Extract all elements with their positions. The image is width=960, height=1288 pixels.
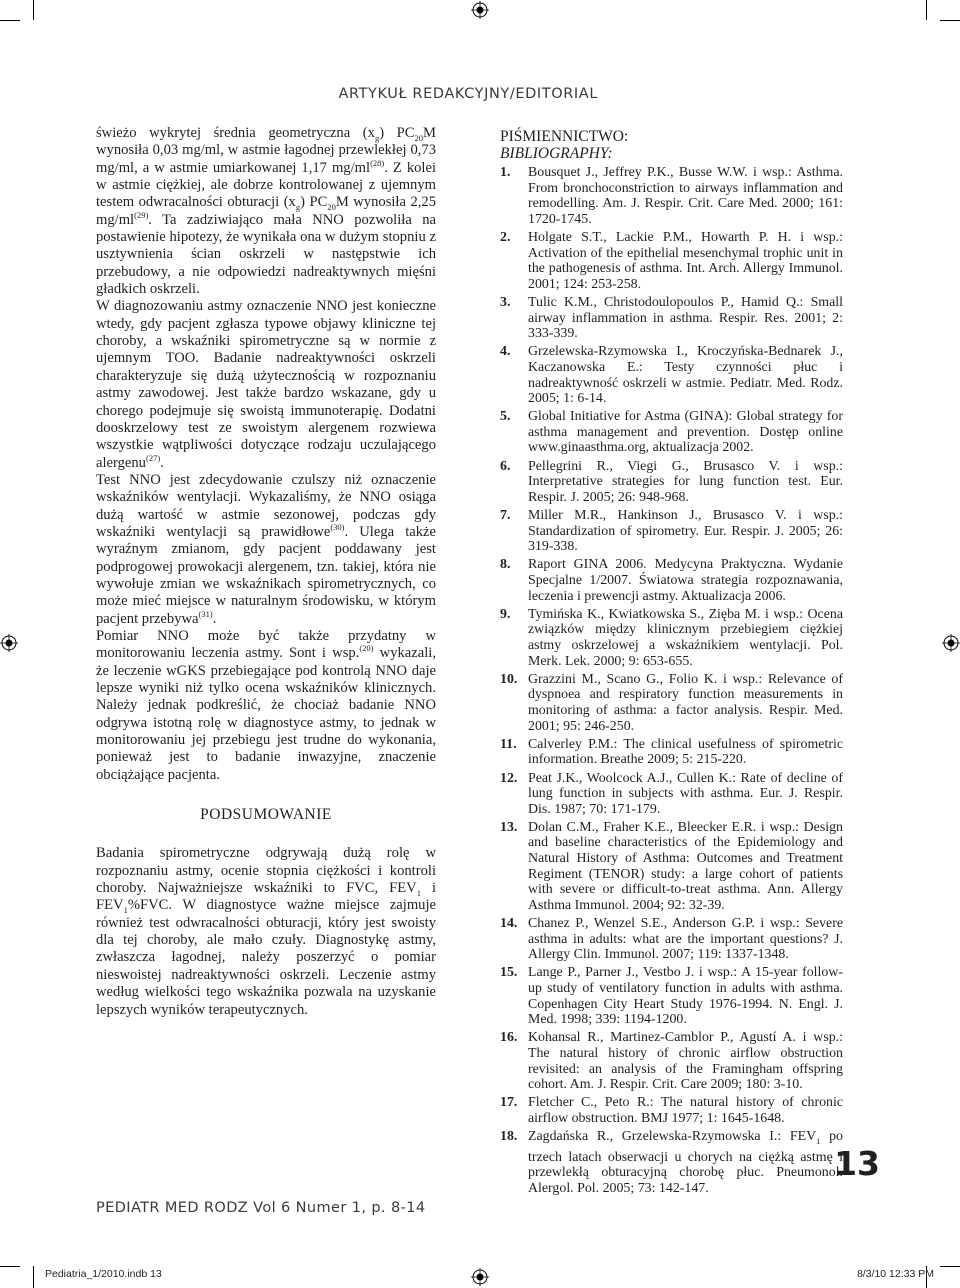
- reference-item: [500, 295, 843, 342]
- registration-mark-bottom-icon: [471, 1268, 489, 1286]
- text-run: Pomiar NNO może być także przydatny w monitorowaniu leczenia astmy. Sont i wsp.: [96, 627, 436, 662]
- citation-superscript: (29): [134, 209, 149, 220]
- paragraph: [96, 125, 436, 298]
- reference-text: Holgate S.T., Lackie P.M., Howarth P. H. i wsp.: Activation of the epithelial mesenchymal trophic unit in the pathogenesis of asthma. Int. Arch. Allergy Immunol. 2001; 124: 253-258.: [528, 229, 843, 292]
- reference-number: 2.: [500, 229, 511, 245]
- reference-item: [500, 230, 843, 292]
- reference-item: [500, 165, 843, 227]
- reference-item: [500, 1030, 843, 1092]
- text-run: po trzech latach obserwacji u chorych na ciężką astmę i przewlekłą obturacyjną chorobę płuc. Pneumonol. Alergol. Pol. 2005; 73: 142-147.: [528, 1129, 843, 1196]
- reference-item: [500, 672, 843, 734]
- text-run: ) PC: [300, 194, 328, 211]
- reference-item: [500, 737, 843, 768]
- subscript: 20: [327, 202, 336, 213]
- reference-item: [500, 344, 843, 406]
- reference-text: Bousquet J., Jeffrey P.K., Busse W.W. i wsp.: Asthma. From bronchoconstriction to airways inflammation and remodelling. Am. J. Respir. Crit. Care Med. 2000; 161: 1720-1745.: [528, 165, 843, 227]
- text-run: .: [212, 610, 217, 627]
- reference-number: 5.: [500, 409, 511, 425]
- crop-mark-bottom-left-h: [0, 1266, 20, 1267]
- citation-superscript: (28): [370, 157, 385, 168]
- crop-mark-top-right-h: [940, 20, 960, 21]
- reference-number: 12.: [500, 770, 518, 786]
- paragraph: [96, 845, 436, 1018]
- text-run: ) PC: [379, 125, 415, 141]
- reference-text: Lange P., Parner J., Vestbo J. i wsp.: A 15-year follow-up study of ventilatory function in adults with asthma. Copenhagen City Heart Study 1976-1994. N. Engl. J. Med. 1998; 339: 1194-1200.: [528, 965, 843, 1028]
- text-run: . Ulega także wyraźnym zmianom, gdy pacjent poddawany jest podprogowej prowokacji alergenem, tzn. takiej, która nie wywołuje zmian we wskaźnikach spirometrycznych, co może mieć miejsce w naturalnym środowisku, w którym pacjent przebywa: [96, 523, 437, 627]
- reference-text: Fletcher C., Peto R.: The natural history of chronic airflow obstruction. BMJ 1977; 1: 1645-1648.: [528, 1095, 843, 1126]
- text-run: M wynosiła 0,03 mg/ml, w astmie łagodnej przewlekłej 0,73 mg/ml, a w astmie umiarkowanej 1,17 mg/ml: [96, 125, 436, 176]
- citation-superscript: (31): [198, 608, 213, 619]
- reference-text: Tulic K.M., Christodoulopoulos P., Hamid Q.: Small airway inflammation in asthma. Respir. Res. 2001; 2: 333-339.: [528, 294, 843, 342]
- reference-text: Raport GINA 2006. Medycyna Praktyczna. Wydanie Specjalne 1/2007. Światowa strategia rozpoznawania, leczenia i prewencji astmy. Aktualizacja 2006.: [528, 557, 843, 604]
- subscript: 1: [816, 1135, 821, 1146]
- reference-number: 10.: [500, 671, 518, 687]
- reference-text: Peat J.K., Woolcock A.J., Cullen K.: Rate of decline of lung function in subjects with asthma. Eur. J. Respir. Dis. 1987; 70: 171-179.: [528, 770, 843, 817]
- reference-number: 11.: [500, 736, 517, 752]
- reference-text: Global Initiative for Astma (GINA): Global strategy for asthma management and prevention. Dostęp online www.ginaasthma.org, aktualizacja 2002.: [528, 409, 843, 456]
- reference-number: 18.: [500, 1129, 518, 1145]
- reference-list: [500, 165, 843, 1196]
- print-slug-file: Pediatria_1/2010.indb 13: [45, 1268, 162, 1280]
- journal-citation-footer: PEDIATR MED RODZ Vol 6 Numer 1, p. 8-14: [96, 1200, 426, 1216]
- paragraph: [96, 298, 436, 471]
- reference-item: [500, 508, 843, 555]
- reference-item: [500, 1129, 843, 1196]
- crop-mark-bottom-right-h: [940, 1266, 960, 1267]
- crop-mark-bottom-left: [33, 1266, 34, 1288]
- reference-item: [500, 557, 843, 604]
- text-run: W diagnozowaniu astmy oznaczenie NNO jest konieczne wtedy, gdy pacjent zgłasza typowe objawy kliniczne tej choroby, a wskaźniki spirometryczne są w normie z ujemnym TOO. Badanie nadreaktywności oskrzeli charakteryzuje się dużą użytecznością w rozpoznaniu astmy zawodowej. Jest także bardzo wskazane, gdy u chorego podejmuje się swoistą immunoterapię. Dodatni dooskrzelowy test ze swoistym alergenem rozwiewa wszystkie wątpliwości dotyczące rodzaju uczulającego alergenu: [96, 298, 436, 471]
- text-run: Test NNO jest zdecydowanie czulszy niż oznaczenie wskaźników wentylacji. Wykazaliśmy, że NNO osiąga dużą wartość w astmie sezonowej, podczas gdy wskaźniki wentylacji są prawidłowe: [96, 471, 436, 540]
- reference-item: [500, 820, 843, 914]
- reference-text: Kohansal R., Martinez-Camblor P., Agustí A. i wsp.: The natural history of chronic airflow obstruction revisited: an analysis of the Framingham offspring cohort. Am. J. Respir. Crit. Care 2009; 180: 3-10.: [528, 1030, 843, 1093]
- subscript: 20: [414, 132, 424, 143]
- reference-number: 15.: [500, 965, 518, 981]
- reference-text: Pellegrini R., Viegi G., Brusasco V. i wsp.: Interpretative strategies for lung function test. Eur. Respir. J. 2005; 26: 948-968.: [528, 458, 843, 505]
- citation-superscript: (30): [330, 522, 345, 533]
- print-slug-datetime: 8/3/10 12:33 PM: [856, 1268, 934, 1280]
- crop-mark-top-left: [33, 0, 34, 20]
- reference-item: [500, 1095, 843, 1126]
- text-run: Zagdańska R., Grzelewska-Rzymowska I.: FEV: [528, 1129, 817, 1145]
- bibliography-heading-english: BIBLIOGRAPHY:: [500, 145, 613, 162]
- reference-number: 3.: [500, 294, 511, 310]
- reference-number: 8.: [500, 557, 511, 573]
- text-run: Badania spirometryczne odgrywają dużą rolę w rozpoznaniu astmy, ocenie stopnia ciężkości i kontroli choroby. Najważniejsze wskaźniki to FVC, FEV: [96, 845, 436, 897]
- subscript: 1: [123, 905, 128, 916]
- text-run: świeżo wykrytej średnia geometryczna (x: [96, 125, 375, 141]
- reference-number: 13.: [500, 819, 518, 835]
- reference-number: 9.: [500, 606, 511, 622]
- reference-text: Miller M.R., Hankinson J., Brusasco V. i wsp.: Standardization of spirometry. Eur. Respir. J. 2005; 26: 319-338.: [528, 508, 843, 555]
- text-run: %FVC. W diagnostyce ważne miejsce zajmuje również test odwracalności obturacji, który jest swoisty dla tej choroby, ale mało czuły. Diagnostykę astmy, zwłaszcza łagodnej, należy poszerzyć o pomiar nieswoistej nadreaktywności oskrzeli. Leczenie astmy według wielkości tego wskaźnika pozwala na uzyskanie lepszych wyników terapeutycznych.: [96, 897, 436, 1018]
- reference-item: [500, 771, 843, 818]
- section-title: PODSUMOWANIE: [200, 806, 332, 824]
- crop-mark-top-right: [926, 0, 927, 20]
- reference-text: Tymińska K., Kwiatkowska S., Zięba M. i wsp.: Ocena związków między klinicznym przebiegiem ciężkiej astmy oskrzelowej a wskaźnikiem wentylacji. Pol. Merk. Lek. 2000; 9: 653-655.: [528, 606, 843, 669]
- paragraph: [96, 472, 436, 628]
- reference-number: 17.: [500, 1095, 518, 1111]
- citation-superscript: (20): [359, 643, 374, 654]
- registration-mark-top-icon: [471, 1, 489, 19]
- bibliography-column: [500, 128, 843, 1199]
- subscript: g: [374, 132, 380, 143]
- reference-number: 16.: [500, 1030, 518, 1046]
- reference-number: 14.: [500, 916, 518, 932]
- reference-text: Dolan C.M., Fraher K.E., Bleecker E.R. i wsp.: Design and baseline characteristics of the Epidemiology and Natural History of Asthma: Outcomes and Treatment Regiment (TENOR) study: a large cohort of patients with severe or difficult-to-treat asthma. Ann. Allergy Asthma Immunol. 2004; 92: 32-39.: [528, 819, 843, 913]
- reference-item: [500, 916, 843, 963]
- registration-mark-left-icon: [0, 634, 18, 652]
- article-body-column: [96, 125, 436, 1019]
- registration-mark-right-icon: [942, 634, 960, 652]
- reference-item: [500, 409, 843, 456]
- subscript: g: [295, 202, 301, 213]
- reference-text: Grazzini M., Scano G., Folio K. i wsp.: Relevance of dyspnoea and respiratory function measurements in monitoring of asthma: a factor analysis. Respir. Med. 2001; 95: 246-250.: [528, 671, 843, 734]
- text-run: wykazali, że leczenie wGKS przebiegające pod kontrolą NNO daje lepsze wyniki niż tylko ocena wskaźników klinicznych. Należy jednak podkreślić, że chociaż badanie NNO odgrywa istotną rolę w diagnostyce astmy, to jednak w monitorowaniu jej przebiegu jest trudne do wykonania, ponieważ jest to badanie inwazyjne, znaczenie obciążające pacjenta.: [96, 645, 436, 783]
- reference-number: 6.: [500, 458, 511, 474]
- reference-text: Calverley P.M.: The clinical usefulness of spirometric information. Breathe 2009; 5: 215-220.: [528, 736, 843, 768]
- reference-item: [500, 965, 843, 1027]
- reference-item: [500, 459, 843, 506]
- text-run: .: [160, 454, 164, 471]
- reference-text: Grzelewska-Rzymowska I., Kroczyńska-Bednarek J., Kaczanowska E.: Testy czynności płuc i nadreaktywność oskrzeli w astmie. Pediatr. Med. Rodz. 2005; 1: 6-14.: [528, 344, 843, 407]
- reference-item: [500, 607, 843, 669]
- subscript: 1: [416, 888, 421, 898]
- bibliography-heading: PIŚMIENNICTWO:: [500, 128, 629, 145]
- reference-number: 4.: [500, 344, 511, 360]
- reference-text: [528, 1129, 843, 1196]
- reference-number: 1.: [500, 165, 511, 180]
- page-number: 13: [834, 1144, 880, 1183]
- running-header: ARTYKUŁ REDAKCYJNY/EDITORIAL: [338, 86, 598, 102]
- text-run: i FEV: [96, 880, 436, 914]
- text-run: . Z kolei w astmie ciężkiej, ale dobrze kontrolowanej z ujemnym testem odwracalności obturacji (x: [96, 159, 436, 211]
- reference-number: 7.: [500, 508, 511, 524]
- text-run: M wynosiła 2,25 mg/ml: [96, 194, 436, 228]
- text-run: . Ta zadziwiająco mała NNO pozwoliła na postawienie hipotezy, że wynikała ona w dużym stopniu z usztywnienia ścian oskrzeli w następstwie ich przebudowy, a nie odpowiedzi nadreaktywnych mięśni gładkich oskrzeli.: [96, 211, 436, 298]
- reference-text: Chanez P., Wenzel S.E., Anderson G.P. i wsp.: Severe asthma in adults: what are the important questions? J. Allergy Clin. Immunol. 2007; 119: 1337-1348.: [528, 916, 843, 963]
- crop-mark-top-left-h: [0, 20, 20, 21]
- paragraph: [96, 628, 436, 784]
- citation-superscript: (27): [145, 452, 161, 463]
